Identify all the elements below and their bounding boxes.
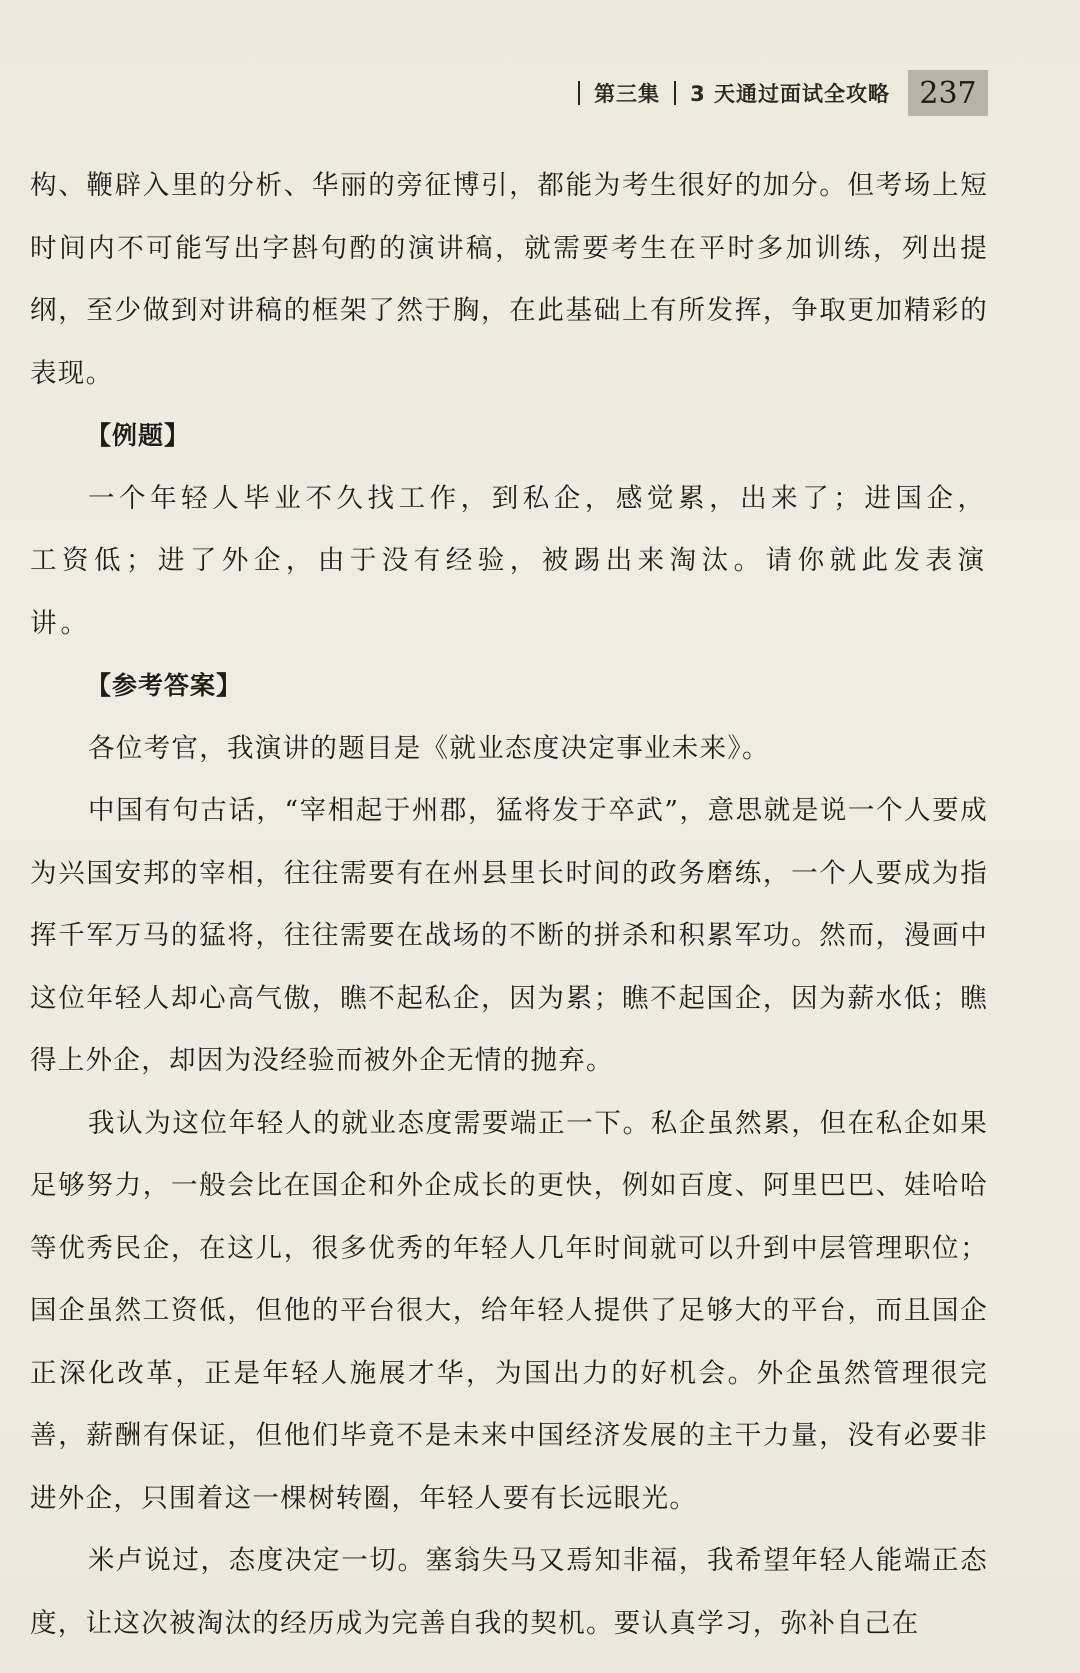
page-content bbox=[30, 155, 988, 1655]
answer-paragraph: 中国有句古话，“宰相起于州郡，猛将发于卒武”，意思就是说一个人要成为兴国安邦的宰相，往往需要有在州县里长时间的政务磨练，一个人要成为指挥千军万马的猛将，往往需要在战场的不断的拼杀和积累军功。然而，漫画中这位年轻人却心高气傲，瞧不起私企，因为累；瞧不起国企，因为薪水低；瞧得上外企，却因为没经验而被外企无情的抛弃。 bbox=[30, 795, 988, 1076]
page-number-box bbox=[908, 70, 988, 116]
header-separator bbox=[578, 81, 580, 105]
chapter-label: 第三集 bbox=[594, 82, 661, 106]
header-separator bbox=[674, 81, 676, 105]
example-text: 一个年轻人毕业不久找工作，到私企，感觉累，出来了；进国企，工资低；进了外企，由于没有经验，被踢出来淘汰。请你就此发表演讲。 bbox=[30, 482, 988, 639]
intro-paragraph: 构、鞭辟入里的分析、华丽的旁征博引，都能为考生很好的加分。但考场上短时间内不可能写出字斟句酌的演讲稿，就需要考生在平时多加训练，列出提纲，至少做到对讲稿的框架了然于胸，在此基础上有所发挥，争取更加精彩的表现。 bbox=[30, 170, 988, 389]
section-title: 3 天通过面试全攻略 bbox=[690, 82, 890, 106]
page-number: 237 bbox=[919, 75, 977, 111]
answer-paragraph: 米卢说过，态度决定一切。塞翁失马又焉知非福，我希望年轻人能端正态度，让这次被淘汰的经历成为完善自我的契机。要认真学习，弥补自己在 bbox=[30, 1545, 988, 1639]
answer-paragraph: 各位考官，我演讲的题目是《就业态度决定事业未来》。 bbox=[88, 732, 770, 764]
running-header bbox=[578, 70, 988, 116]
header-text bbox=[578, 78, 890, 108]
answer-paragraph: 我认为这位年轻人的就业态度需要端正一下。私企虽然累，但在私企如果足够努力，一般会比在国企和外企成长的更快，例如百度、阿里巴巴、娃哈哈等优秀民企，在这儿，很多优秀的年轻人几年时间就可以升到中层管理职位；国企虽然工资低，但他的平台很大，给年轻人提供了足够大的平台，而且国企正深化改革，正是年轻人施展才华，为国出力的好机会。外企虽然管理很完善，薪酬有保证，但他们毕竟不是未来中国经济发展的主干力量，没有必要非进外企，只围着这一棵树转圈，年轻人要有长远眼光。 bbox=[30, 1107, 988, 1514]
example-label: 【例题】 bbox=[86, 421, 191, 450]
answer-label: 【参考答案】 bbox=[86, 671, 243, 700]
